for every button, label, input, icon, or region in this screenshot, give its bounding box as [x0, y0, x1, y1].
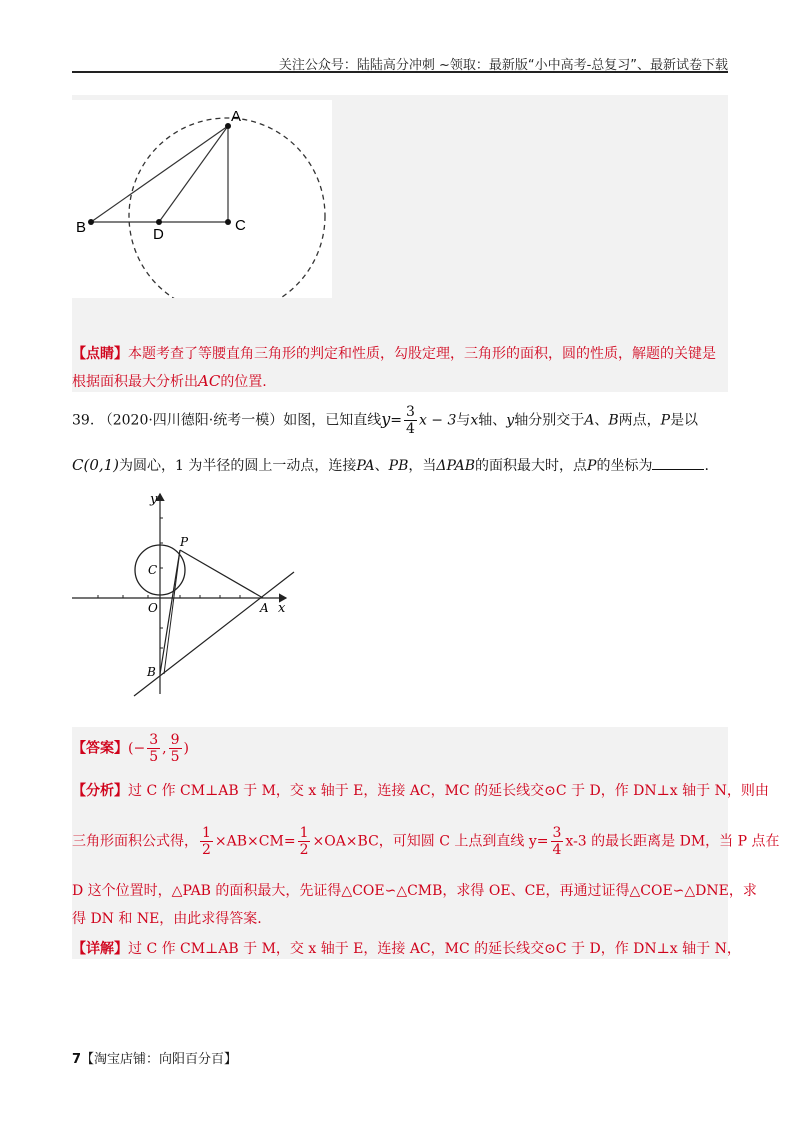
q-var-x: x [470, 412, 479, 429]
question-text-a: 如图，已知直线 [283, 412, 382, 429]
fig2-label-p: P [180, 535, 189, 549]
fig1-label-c: C [235, 217, 246, 234]
fig1-label-a: A [231, 108, 242, 125]
answer-comma: , [162, 740, 167, 757]
analysis-line-3: D 这个位置时，△PAB 的面积最大，先证得△COE∽△CMB，求得 OE、CE，再通过证得△COE∽△DNE，求 [72, 883, 757, 899]
page-number: 7 [72, 1052, 82, 1067]
q-var-y-axis: y [506, 412, 515, 429]
q-text-e: 两点， [618, 412, 661, 429]
answer-frac-1: $\frac{3}{5}$ [149, 732, 159, 765]
question-line-2 [72, 455, 709, 475]
fig2-segment-pa [180, 550, 263, 598]
answer-tag: 【答案】 [72, 740, 128, 757]
figure-1 [72, 100, 332, 298]
q-text-b: 与 [456, 412, 471, 429]
answer-blank [652, 455, 704, 470]
analysis-frac-2: $\frac{1}{2}$ [299, 825, 309, 858]
fig1-dashed-circle [129, 118, 325, 298]
fig1-label-d: D [153, 226, 164, 243]
q-eq: = [390, 412, 403, 429]
fig2-label-y: y [150, 492, 158, 507]
q-sep: 、 [594, 412, 609, 429]
page-header: 关注公众号：陆陆高分冲刺 ~领取：最新版“小中高考-总复习”、最新试卷下载 [278, 58, 728, 73]
fig2-label-o: O [148, 601, 158, 615]
fig2-label-a: A [260, 601, 269, 615]
q-var-y: y [381, 409, 391, 429]
analysis-frac-3: $\frac{3}{4}$ [552, 825, 562, 858]
fig2-segment-pb [160, 550, 180, 674]
q-pt-p: P [660, 412, 671, 429]
answer-close: ) [183, 740, 189, 757]
detail-line-1 [72, 938, 741, 958]
analysis-text-2c: ×OA×BC，可知圆 C 上点到直线 y= [312, 833, 549, 850]
q-text-d: 轴分别交于 [514, 412, 585, 429]
analysis-text-1: 过 C 作 CM⊥AB 于 M，交 x 轴于 E，连接 AC，MC 的延长线交⊙C 于 D，作 DN⊥x 轴于 N，则由 [128, 783, 769, 799]
q-center-c: C(0,1) [72, 456, 120, 474]
detail-tag: 【详解】 [72, 941, 128, 957]
fig1-point-c [225, 219, 231, 225]
fig1-label-b: B [76, 219, 87, 236]
page-footer [72, 1048, 237, 1067]
analysis-text-2d: x-3 的最长距离是 DM，当 P 点在 [565, 833, 780, 850]
analysis-text-2b: ×AB×CM= [214, 833, 296, 850]
fig1-point-d [156, 219, 162, 225]
fig2-line-ab [134, 572, 294, 696]
q-text-f: 是以 [670, 412, 699, 429]
q-text-2b: ，当 [408, 458, 437, 474]
analysis-text-2a: 三角形面积公式得， [72, 833, 198, 850]
note-var-ac: AC [198, 372, 221, 390]
fig2-label-c: C [148, 563, 158, 577]
answer-line [72, 733, 189, 764]
analysis-frac-1: $\frac{1}{2}$ [202, 825, 211, 858]
q-pt-a: A [584, 412, 595, 429]
analysis-line-1 [72, 780, 769, 800]
q-triangle: ΔPAB [436, 458, 476, 474]
analysis-line-2 [72, 826, 780, 857]
note-text-2a: 根据面积最大分析出 [72, 374, 198, 390]
q-fraction: $\frac{3}{4}$ [406, 404, 415, 437]
q-sep-2: 、 [374, 458, 389, 474]
note-text-1: 本题考查了等腰直角三角形的判定和性质，勾股定理，三角形的面积，圆的性质，解题的关键是 [128, 346, 716, 362]
detail-text-1: 过 C 作 CM⊥AB 于 M，交 x 轴于 E，连接 AC，MC 的延长线交⊙C 于 D，作 DN⊥x 轴于 N， [128, 941, 741, 957]
note-line-2 [72, 371, 267, 391]
header-rule [72, 71, 728, 73]
fig2-segment-pb-2 [164, 550, 180, 674]
fig1-point-b [88, 219, 94, 225]
q-period: . [704, 458, 709, 474]
note-line-1 [72, 343, 716, 363]
note-text-2b: 的位置. [220, 374, 267, 390]
note-tag: 【点睛】 [72, 346, 128, 362]
footer-shop: 【淘宝店铺：向阳百分百】 [81, 1052, 238, 1067]
question-source: （2020·四川德阳·统考一模） [98, 412, 284, 429]
q-seg-pb: PB [388, 458, 409, 474]
q-seg-pa: PA [356, 458, 375, 474]
question-line-1 [72, 405, 698, 436]
q-text-2c: 的面积最大时，点 [475, 458, 588, 474]
fig1-segment-ab [91, 126, 228, 222]
q-text-c: 轴、 [478, 412, 507, 429]
analysis-line-4: 得 DN 和 NE，由此求得答案. [72, 911, 262, 927]
question-number: 39. [72, 412, 95, 429]
figure-2 [68, 488, 308, 700]
fig2-label-b: B [147, 665, 156, 679]
q-pt-b: B [608, 412, 619, 429]
fig1-segment-ad [159, 126, 228, 222]
q-pt-p2: P [587, 458, 597, 474]
fig2-label-x: x [278, 601, 286, 616]
answer-open: (− [128, 740, 146, 757]
q-text-2a: 为圆心，1 为半径的圆上一动点，连接 [119, 458, 357, 474]
analysis-tag: 【分析】 [72, 783, 128, 799]
q-text-2d: 的坐标为 [596, 458, 653, 474]
answer-frac-2: $\frac{9}{5}$ [170, 732, 180, 765]
q-x-minus: x − 3 [418, 412, 457, 429]
